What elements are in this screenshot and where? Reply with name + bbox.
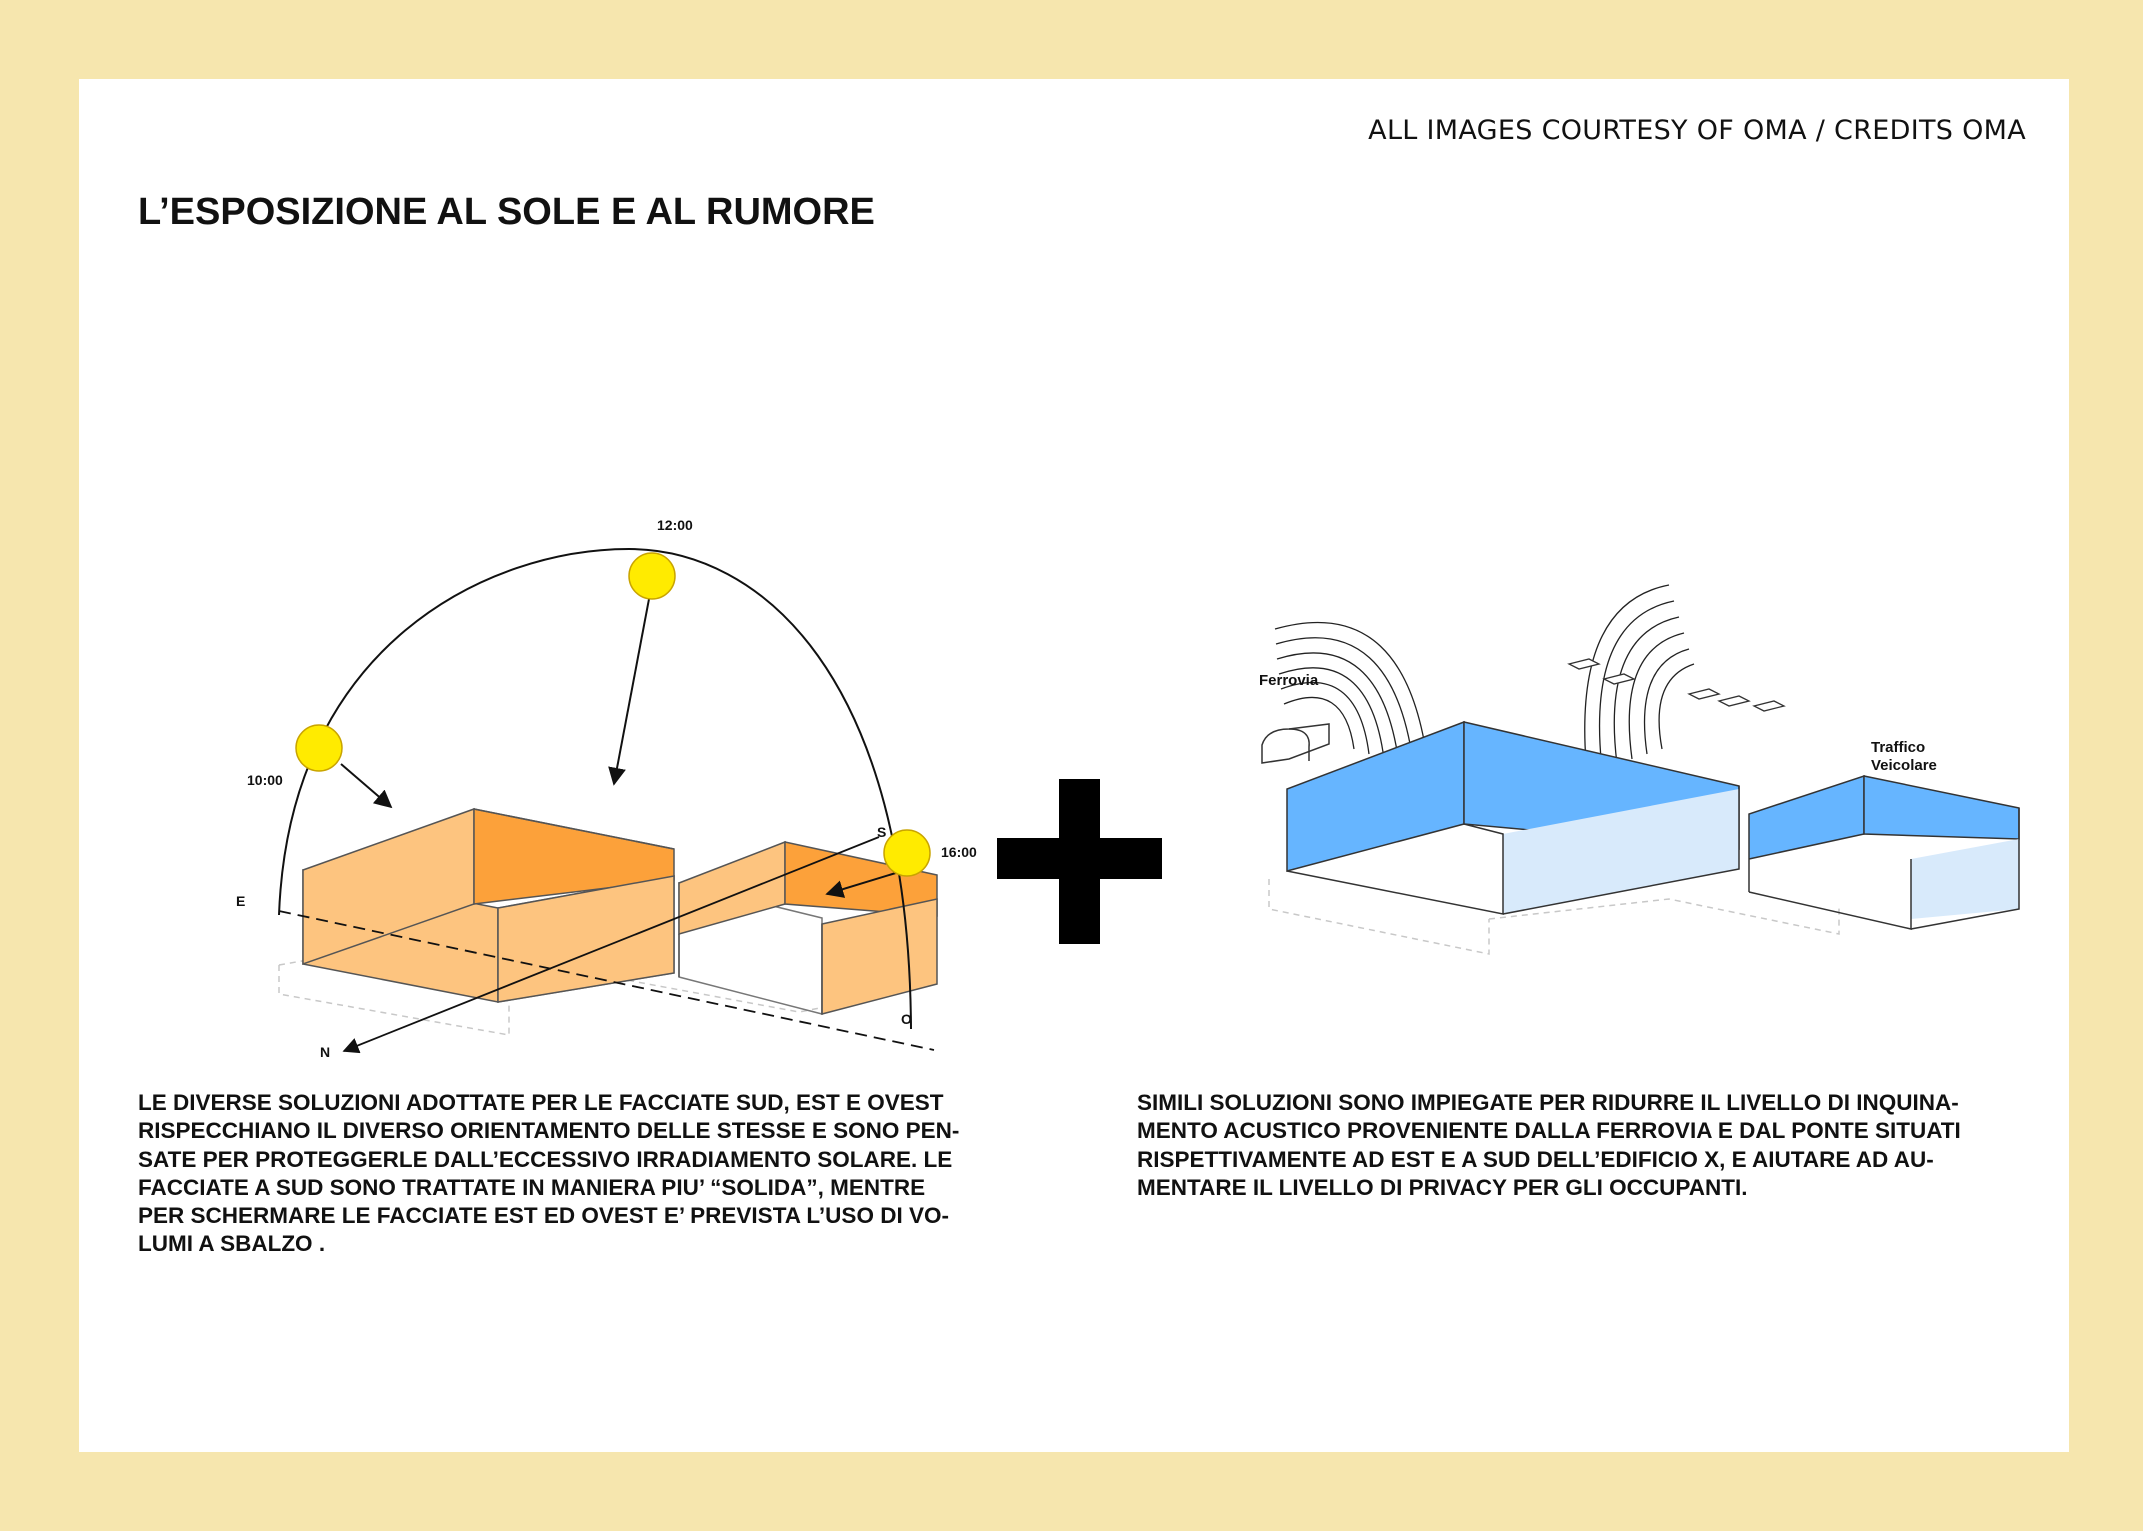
time-label-16: 16:00 [941,844,977,860]
noise-exposure-diagram [1249,569,2049,999]
noise-description-text [1137,1089,1997,1202]
text-line: RISPETTIVAMENTE AD EST E A SUD DELL’EDIFICIO X, E AIUTARE AD AU- [1137,1146,1934,1172]
text-line: FACCIATE A SUD SONO TRATTATE IN MANIERA PIU’ “SOLIDA”, MENTRE [138,1174,926,1200]
traffic-label-line2: Veicolare [1871,757,1937,774]
direction-label-west: O [901,1011,912,1027]
vehicle-icons [1569,659,1784,711]
direction-label-south: S [877,824,887,840]
plus-icon [997,779,1162,944]
time-label-12: 12:00 [657,517,693,533]
building-small [1749,776,2019,929]
text-line: LE DIVERSE SOLUZIONI ADOTTATE PER LE FACCIATE SUD, EST E OVEST [138,1090,944,1115]
sun-icon [296,725,342,771]
direction-label-north: N [320,1044,331,1060]
traffic-label-line1: Traffico [1871,739,1926,756]
text-line: MENTARE IL LIVELLO DI PRIVACY PER GLI OCCUPANTI. [1137,1174,1748,1200]
sun-ray-12 [614,599,649,784]
railway-label: Ferrovia [1259,672,1319,689]
page-title: L’ESPOSIZIONE AL SOLE E AL RUMORE [138,191,875,233]
building-large [303,809,674,1002]
credits-text: ALL IMAGES COURTESY OF OMA / CREDITS OMA [1368,115,2026,146]
page-panel [79,79,2069,1452]
text-line: RISPECCHIANO IL DIVERSO ORIENTAMENTO DELLE STESSE E SONO PEN- [138,1118,960,1144]
time-label-10: 10:00 [247,772,283,788]
sun-description-text [138,1089,998,1259]
text-line: SIMILI SOLUZIONI SONO IMPIEGATE PER RIDURRE IL LIVELLO DI INQUINA- [1137,1090,1959,1115]
sun-icon [629,553,675,599]
traffic-sound-waves-icon [1585,585,1694,774]
text-line: SATE PER PROTEGGERLE DALL’ECCESSIVO IRRADIAMENTO SOLARE. LE [138,1146,953,1172]
text-line: MENTO ACUSTICO PROVENIENTE DALLA FERROVIA E DAL PONTE SITUATI [1137,1118,1961,1144]
text-line: PER SCHERMARE LE FACCIATE EST ED OVEST E’ PREVISTA L’USO DI VO- [138,1203,949,1229]
sun-icon [884,830,930,876]
sun-ray-10 [341,764,391,807]
text-line: LUMI A SBALZO . [138,1231,326,1257]
sun-exposure-diagram [159,429,979,1060]
building-large [1287,722,1739,914]
direction-label-east: E [236,893,246,909]
